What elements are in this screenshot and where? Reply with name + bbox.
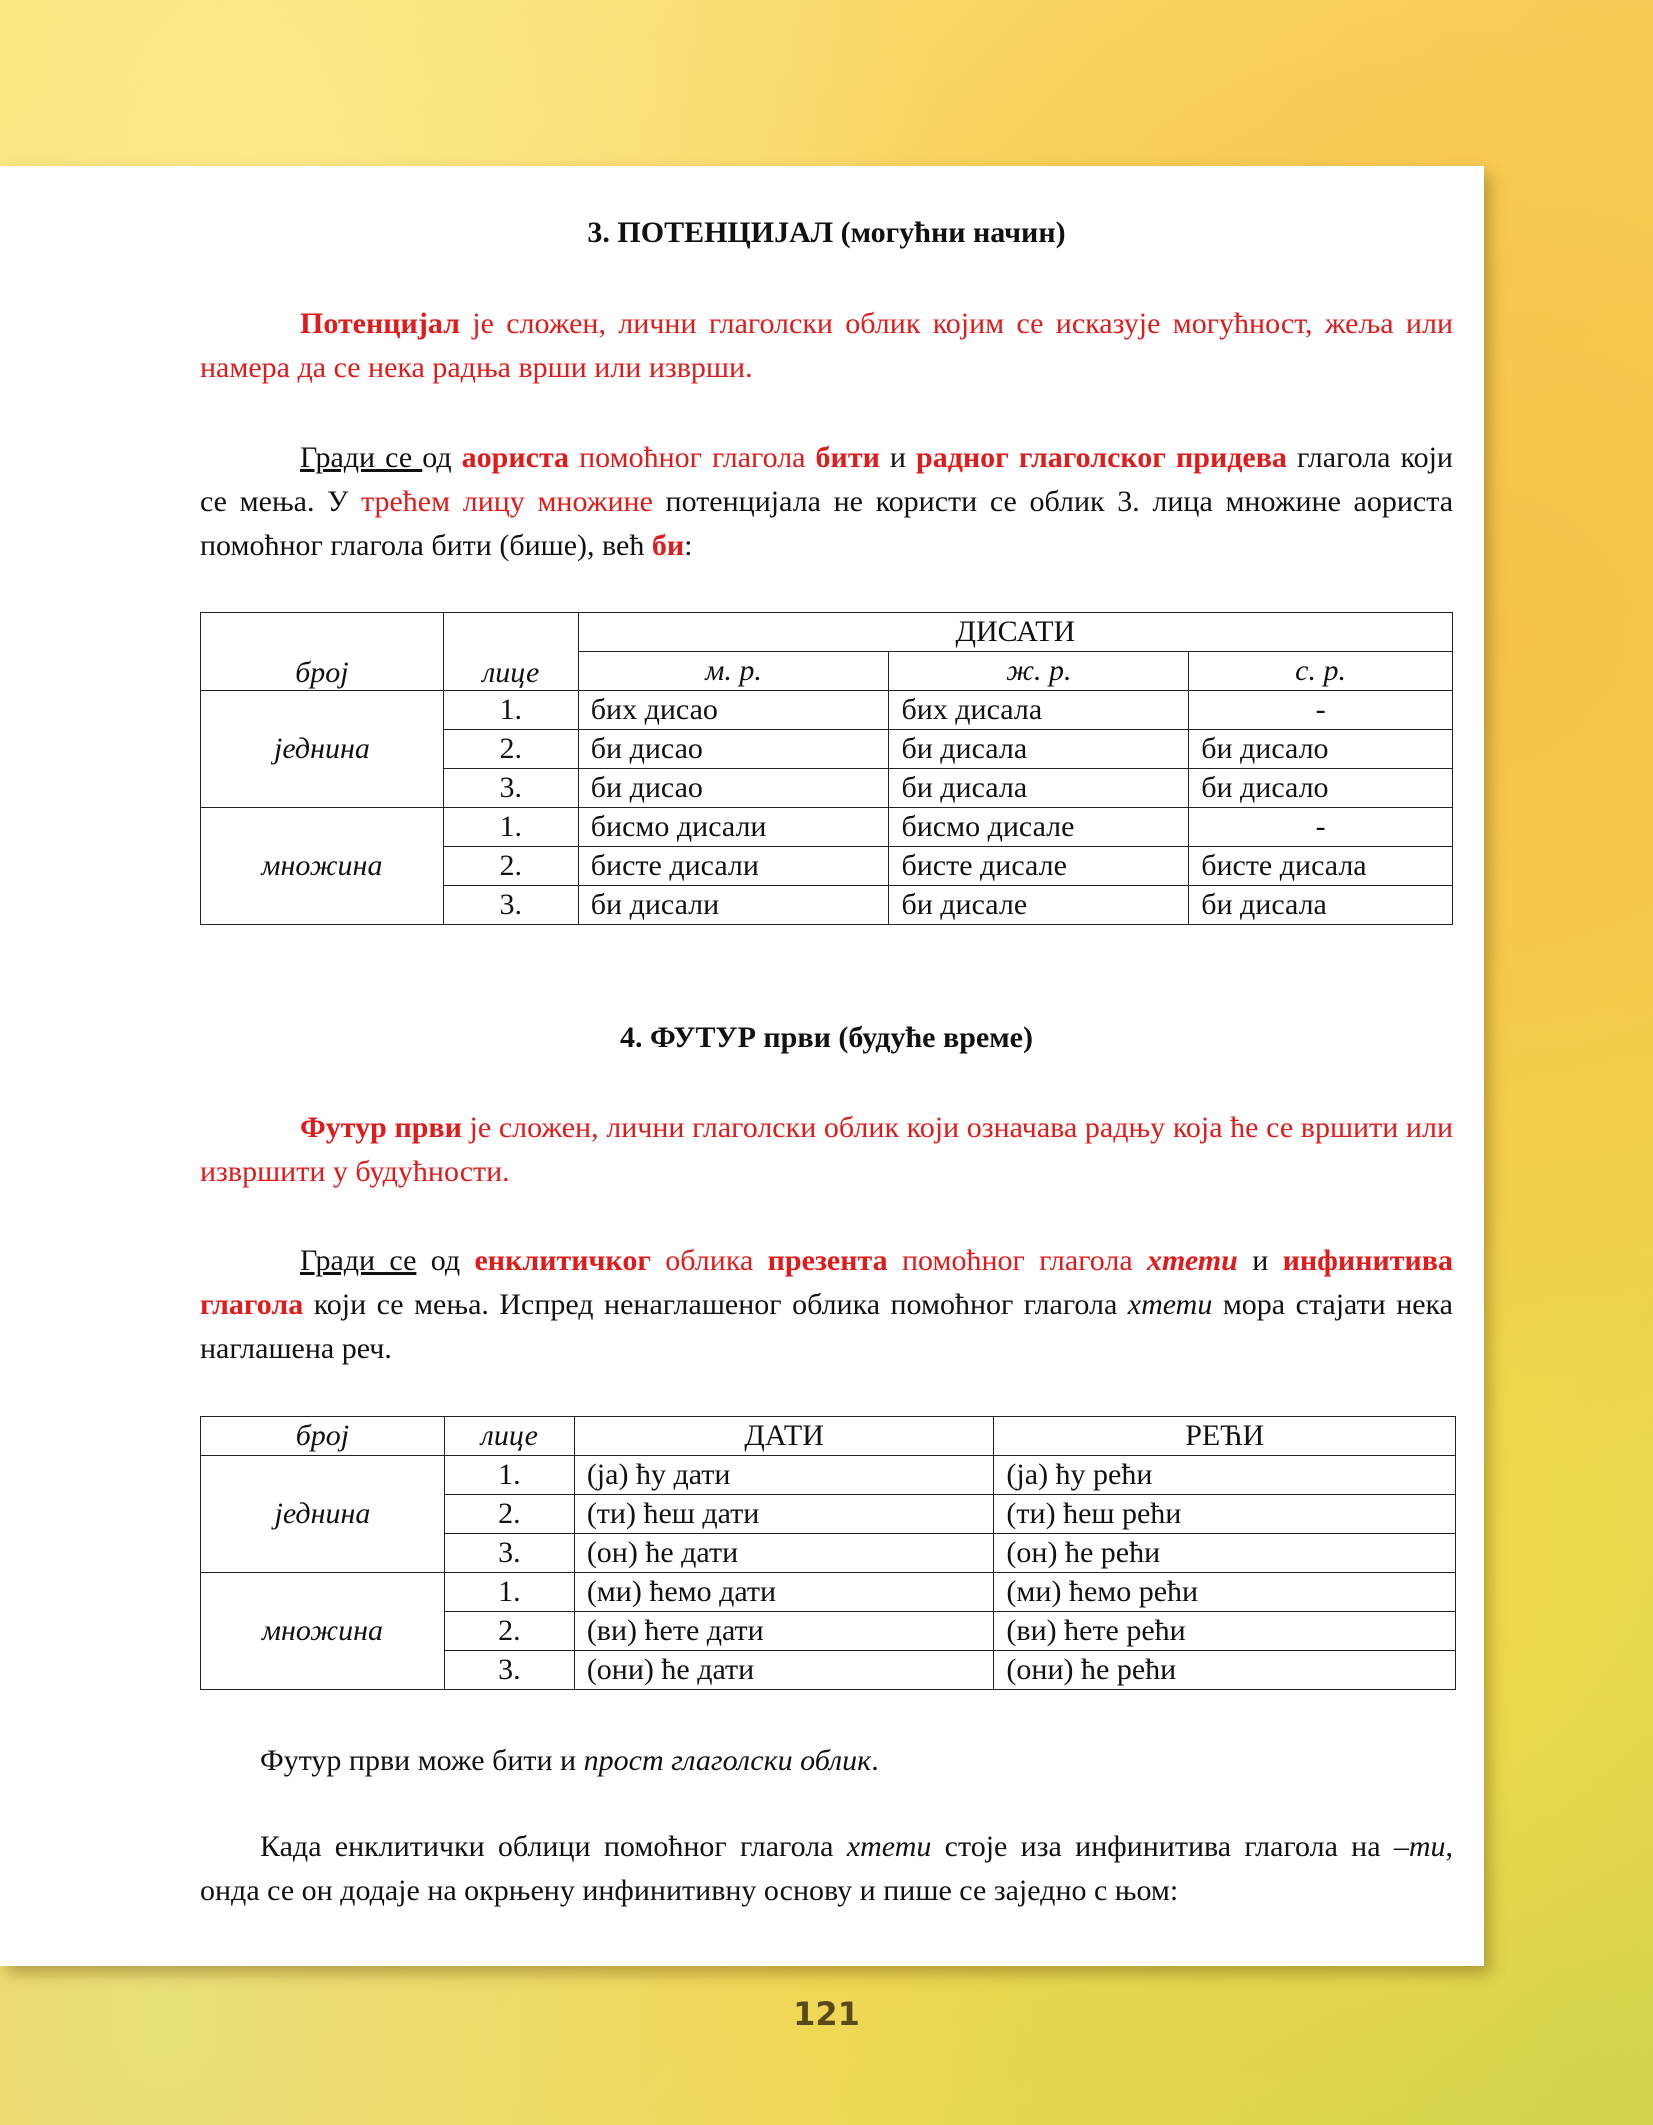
group-label: једнина — [201, 691, 444, 808]
gender-header-z: ж. р. — [889, 652, 1189, 691]
table-row: једнина 1. бих дисао бих дисала - — [201, 691, 1453, 730]
potential-conjugation-table — [200, 612, 1453, 925]
table-row: 3. би дисао би дисала би дисало — [201, 769, 1453, 808]
group-label: једнина — [201, 1456, 445, 1573]
definition-text: је сложен, лични глаголски облик којим се исказује могућност, жеља или намера да се нека радња врши или изврши. — [200, 307, 1453, 384]
table-row: множина 1. бисмо дисали бисмо дисале - — [201, 808, 1453, 847]
future-conjugation-table — [200, 1416, 1456, 1690]
verb-header-reci: РЕЋИ — [994, 1417, 1456, 1456]
column-header-lice: лице — [443, 613, 578, 691]
table-row: 3. (он) ће дати (он) ће рећи — [201, 1534, 1456, 1573]
note-enclitic-forms: Када енклитички облици помоћног глагола хтети стоје иза инфинитива глагола на –ти, онда се он додаје на окрњену инфинитивну основу и пише се заједно с њом: — [200, 1830, 1454, 1907]
page-sheet — [0, 166, 1484, 1966]
note-simple-form: Футур први може бити и прост глаголски облик. — [260, 1744, 879, 1777]
group-label: множина — [201, 1573, 445, 1690]
section-4-formation: Гради се од енклитичког облика презента помоћног глагола хтети и инфинитива глагола који се мења. Испред ненаглашеног облика помоћног глагола хтети мора стајати нека наглашена реч. — [200, 1244, 1453, 1365]
section-4-definition — [200, 1106, 1453, 1194]
table-row: 3. (они) ће дати (они) ће рећи — [201, 1651, 1456, 1690]
definition-term: Футур први — [300, 1111, 462, 1144]
section-4-heading: 4. ФУТУР први (будуће време) — [620, 1021, 1033, 1054]
table-row: 2. (ти) ћеш дати (ти) ћеш рећи — [201, 1495, 1456, 1534]
page-number: 121 — [793, 1995, 860, 2033]
section-3-formation: Гради се од аориста помоћног глагола бити и радног глаголског придева глагола који се мења. У трећем лицу множине потенцијала не користи се облик 3. лица множине аориста помоћног глагола бити (бише), већ би: — [200, 441, 1454, 562]
section-3-heading: 3. ПОТЕНЦИЈАЛ (могућни начин) — [587, 216, 1066, 249]
gender-header-m: м. р. — [578, 652, 889, 691]
table-row: множина 1. (ми) ћемо дати (ми) ћемо рећи — [201, 1573, 1456, 1612]
table-row: 3. би дисали би дисале би дисала — [201, 886, 1453, 925]
definition-term: Потенцијал — [300, 307, 460, 340]
table-row: 2. (ви) ћете дати (ви) ћете рећи — [201, 1612, 1456, 1651]
verb-header: ДИСАТИ — [578, 613, 1452, 652]
table-row: 2. бисте дисали бисте дисале бисте дисала — [201, 847, 1453, 886]
table-row: 2. би дисао би дисала би дисало — [201, 730, 1453, 769]
column-header-broj: број — [201, 613, 444, 691]
column-header-broj: број — [201, 1417, 445, 1456]
section-3-definition — [200, 302, 1453, 390]
gender-header-s: с. р. — [1189, 652, 1453, 691]
table-row: једнина 1. (ја) ћу дати (ја) ћу рећи — [201, 1456, 1456, 1495]
group-label: множина — [201, 808, 444, 925]
verb-header-dati: ДАТИ — [574, 1417, 994, 1456]
definition-text: је сложен, лични глаголски облик који означава радњу која ће се вршити или извршити у будућности. — [200, 1111, 1454, 1188]
column-header-lice: лице — [444, 1417, 574, 1456]
